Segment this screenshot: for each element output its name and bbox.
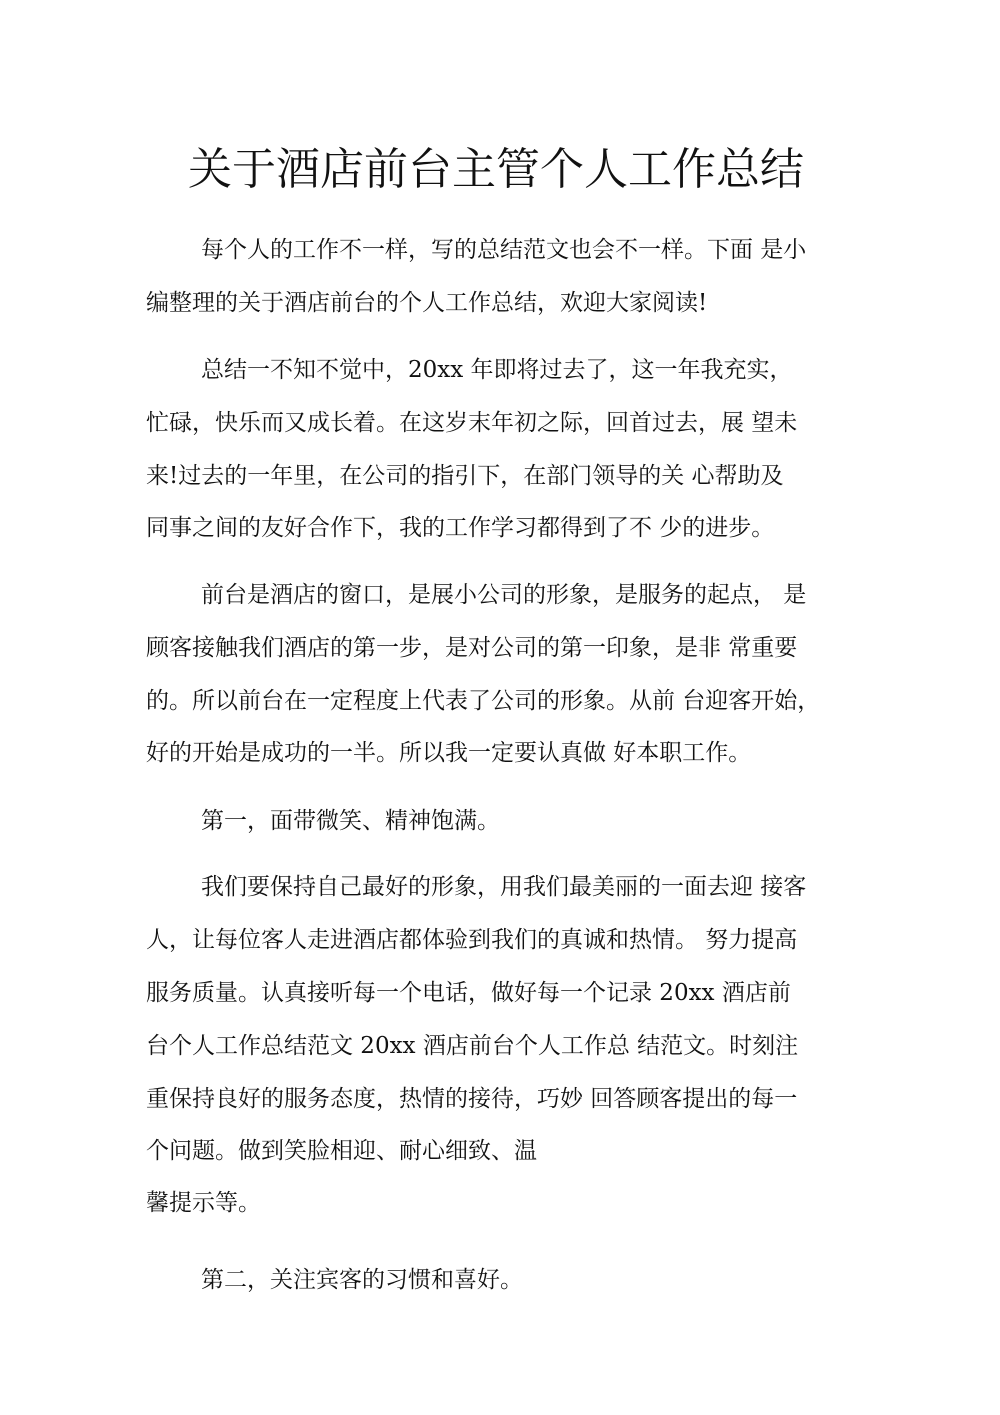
paragraph-3-line-2: 顾客接触我们酒店的第一步，是对公司的第一印象，是非 常重要	[146, 635, 798, 661]
section-heading-1: 第一，面带微笑、精神饱满。	[201, 808, 500, 834]
paragraph-2-line-2: 忙碌，快乐而又成长着。在这岁末年初之际，回首过去，展 望未	[146, 410, 798, 436]
paragraph-5-line-2: 人，让每位客人走进酒店都体验到我们的真诚和热情。 努力提高	[146, 927, 798, 953]
section-heading-2: 第二，关注宾客的习惯和喜好。	[201, 1267, 523, 1293]
paragraph-5-line-1: 我们要保持自己最好的形象，用我们最美丽的一面去迎 接客	[201, 874, 807, 900]
paragraph-5-line-7: 馨提示等。	[146, 1190, 261, 1216]
paragraph-5-line-3: 服务质量。认真接听每一个电话，做好每一个记录 20xx 酒店前	[146, 980, 791, 1006]
paragraph-2-line-3: 来!过去的一年里，在公司的指引下，在部门领导的关 心帮助及	[146, 463, 784, 489]
paragraph-5-line-6: 个问题。做到笑脸相迎、耐心细致、温	[146, 1138, 537, 1164]
paragraph-3-line-1: 前台是酒店的窗口，是展小公司的形象，是服务的起点， 是	[201, 582, 807, 608]
paragraph-2-line-4: 同事之间的友好合作下，我的工作学习都得到了不 少的进步。	[146, 515, 775, 541]
document-title: 关于酒店前台主管个人工作总结	[188, 144, 804, 195]
paragraph-2-line-1: 总结一不知不觉中，20xx 年即将过去了，这一年我充实，	[201, 357, 793, 383]
paragraph-1-line-2: 编整理的关于酒店前台的个人工作总结，欢迎大家阅读!	[146, 290, 708, 316]
paragraph-5-line-4: 台个人工作总结范文 20xx 酒店前台个人工作总 结范文。时刻注	[146, 1033, 799, 1059]
paragraph-5-line-5: 重保持良好的服务态度，热情的接待，巧妙 回答顾客提出的每一	[146, 1086, 798, 1112]
paragraph-3-line-3: 的。所以前台在一定程度上代表了公司的形象。从前 台迎客开始，	[146, 688, 821, 714]
paragraph-1-line-1: 每个人的工作不一样，写的总结范文也会不一样。下面 是小	[201, 237, 807, 263]
paragraph-3-line-4: 好的开始是成功的一半。所以我一定要认真做 好本职工作。	[146, 740, 752, 766]
